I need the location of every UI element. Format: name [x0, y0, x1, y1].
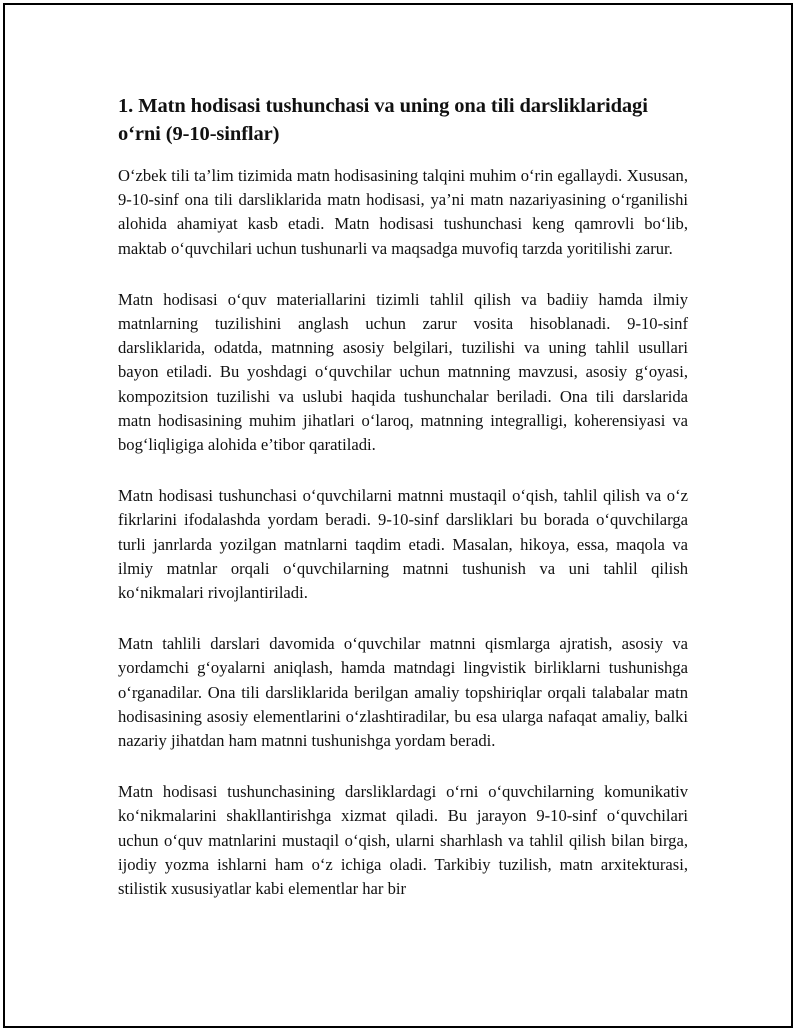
paragraph-4: Matn tahlili darslari davomida o‘quvchilar matnni qismlarga ajratish, asosiy va yordamchi g‘oyalarni aniqlash, hamda matndagi lingvistik birliklarni tushunishga o‘rganadilar. Ona tili darsliklarida berilgan amaliy topshiriqlar orqali talabalar matn hodisasining asosiy elementlarini o‘zlashtiradilar, bu esa ularga nafaqat amaliy, balki nazariy jihatdan ham matnni tushunishga yordam beradi. — [118, 634, 688, 751]
document-body — [118, 92, 688, 901]
section-heading: 1. Matn hodisasi tushunchasi va uning ona tili darsliklaridagi o‘rni (9-10-sinflar) — [118, 95, 648, 145]
paragraph-2: Matn hodisasi o‘quv materiallarini tizimli tahlil qilish va badiiy hamda ilmiy matnlarning tuzilishini anglash uchun zarur vosita hisoblanadi. 9-10-sinf darsliklarida, odatda, matnning asosiy belgilari, tuzilishi va uning tahlil usullari bayon etiladi. Bu yoshdagi o‘quvchilar uchun matnning mavzusi, asosiy g‘oyasi, kompozitsion tuzilishi va uslubi haqida tushunchalar beriladi. Ona tili darslarida matn hodisasining muhim jihatlari o‘laroq, matnning integralligi, koherensiyasi va bog‘liqligiga alohida e’tibor qaratiladi. — [118, 289, 688, 455]
paragraph-1: O‘zbek tili ta’lim tizimida matn hodisasining talqini muhim o‘rin egallaydi. Xususan, 9-10-sinf ona tili darsliklarida matn hodisasi, ya’ni matn nazariyasining o‘rganilishi alohida ahamiyat kasb etadi. Matn hodisasi tushunchasi keng qamrovli bo‘lib, maktab o‘quvchilari uchun tushunarli va maqsadga muvofiq tarzda yoritilishi zarur. — [118, 166, 688, 258]
paragraph-3: Matn hodisasi tushunchasi o‘quvchilarni matnni mustaqil o‘qish, tahlil qilish va o‘z fikrlarini ifodalashda yordam beradi. 9-10-sinf darsliklari bu borada o‘quvchilarga turli janrlarda yozilgan matnlarni taqdim etadi. Masalan, hikoya, essa, maqola va ilmiy matnlar orqali o‘quvchilarning matnni tushunish va uni tahlil qilish ko‘nikmalari rivojlantiriladi. — [118, 486, 688, 603]
paragraph-5: Matn hodisasi tushunchasining darsliklardagi o‘rni o‘quvchilarning komunikativ ko‘nikmalarini shakllantirishga xizmat qiladi. Bu jarayon 9-10-sinf o‘quvchilari uchun o‘quv matnlarini mustaqil o‘qish, ularni sharhlash va tahlil qilish bilan birga, ijodiy yozma ishlarni ham o‘z ichiga oladi. Tarkibiy tuzilish, matn arxitekturasi, stilistik xususiyatlar kabi elementlar har bir — [118, 782, 688, 899]
